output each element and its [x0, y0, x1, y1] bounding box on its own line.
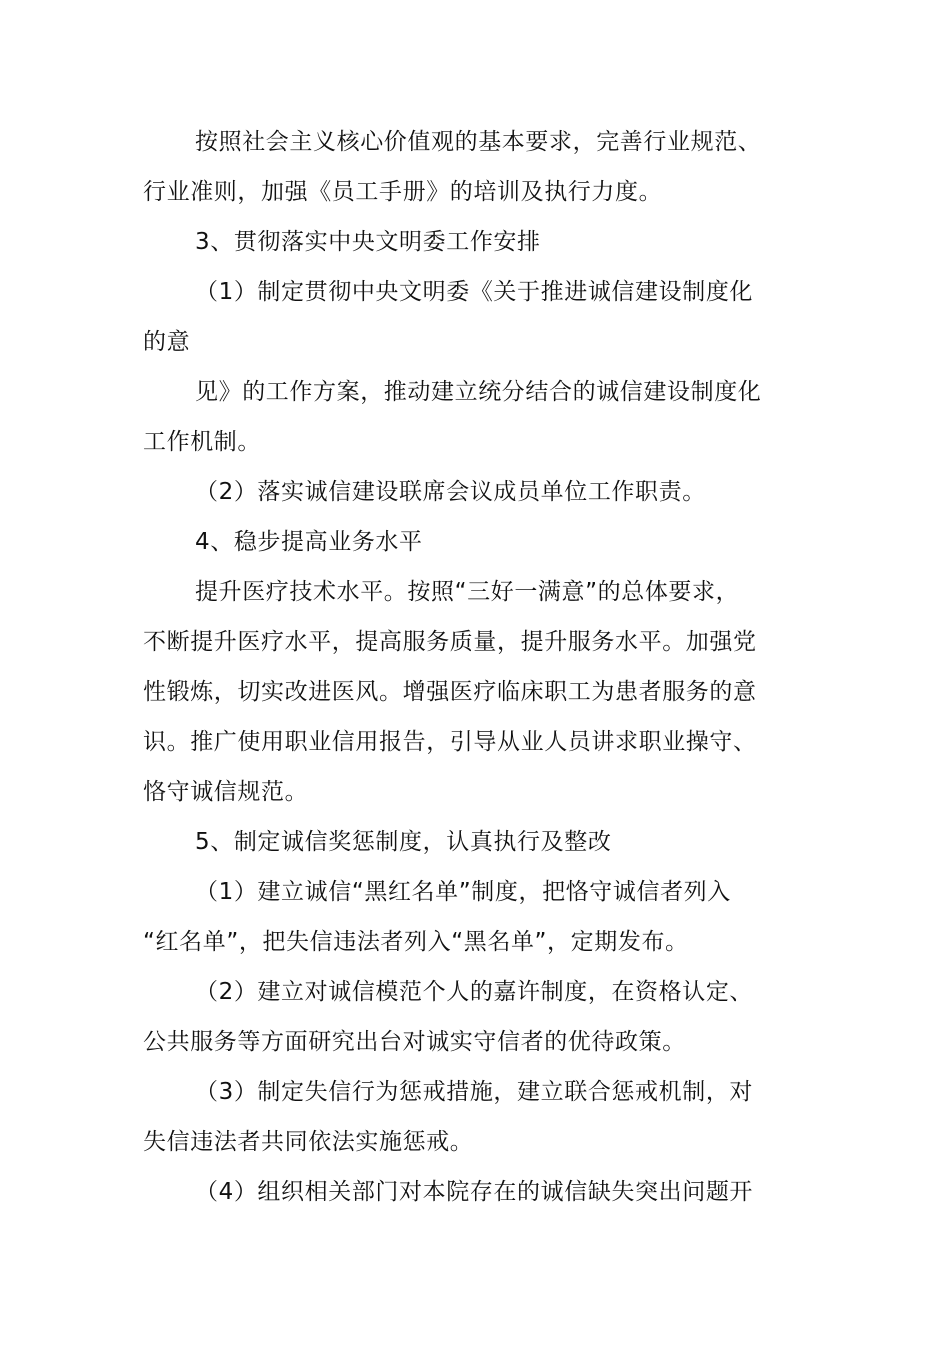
paragraph-line-22: （4）组织相关部门对本院存在的诚信缺失突出问题开 [195, 1179, 754, 1205]
paragraph-line-21: 失信违法者共同依法实施惩戒。 [143, 1129, 474, 1155]
paragraph-line-10: 提升医疗技术水平。按照“三好一满意”的总体要求， [195, 579, 740, 605]
paragraph-line-20: （3）制定失信行为惩戒措施，建立联合惩戒机制，对 [195, 1079, 754, 1105]
paragraph-line-13: 识。推广使用职业信用报告，引导从业人员讲求职业操守、 [143, 729, 757, 755]
paragraph-line-6: 见》的工作方案，推动建立统分结合的诚信建设制度化 [195, 379, 762, 405]
paragraph-line-2: 行业准则，加强《员工手册》的培训及执行力度。 [143, 179, 663, 205]
paragraph-line-11: 不断提升医疗水平，提高服务质量，提升服务水平。加强党 [143, 629, 757, 655]
section-heading-4: 4、稳步提高业务水平 [195, 529, 423, 555]
paragraph-line-16: （1）建立诚信“黑红名单”制度，把恪守诚信者列入 [195, 879, 731, 905]
paragraph-line-4: （1）制定贯彻中央文明委《关于推进诚信建设制度化 [195, 279, 754, 305]
paragraph-line-8: （2）落实诚信建设联席会议成员单位工作职责。 [195, 479, 706, 505]
section-heading-3: 3、贯彻落实中央文明委工作安排 [195, 229, 541, 255]
section-heading-5: 5、制定诚信奖惩制度，认真执行及整改 [195, 829, 612, 855]
paragraph-line-14: 恪守诚信规范。 [143, 779, 309, 805]
paragraph-line-18: （2）建立对诚信模范个人的嘉许制度，在资格认定、 [195, 979, 754, 1005]
paragraph-line-17: “红名单”，把失信违法者列入“黑名单”，定期发布。 [143, 929, 689, 955]
paragraph-line-19: 公共服务等方面研究出台对诚实守信者的优待政策。 [143, 1029, 686, 1055]
paragraph-line-5: 的意 [143, 329, 191, 355]
paragraph-line-7: 工作机制。 [143, 429, 261, 455]
paragraph-line-1: 按照社会主义核心价值观的基本要求，完善行业规范、 [195, 129, 762, 155]
paragraph-line-12: 性锻炼，切实改进医风。增强医疗临床职工为患者服务的意 [143, 679, 757, 705]
